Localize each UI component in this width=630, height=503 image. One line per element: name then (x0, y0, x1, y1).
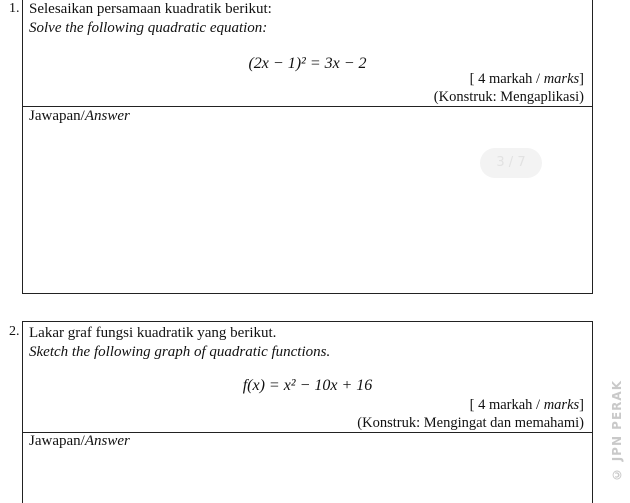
construct-label: (Konstruk: Mengaplikasi) (433, 89, 584, 105)
instruction-malay: Selesaikan persamaan kuadratik berikut: (29, 1, 272, 17)
page-indicator: 3 / 7 (480, 148, 542, 178)
answer-label (29, 433, 130, 450)
question-number: 2. (9, 324, 20, 339)
question-1-box (9, 0, 593, 294)
answer-label (29, 108, 130, 125)
instruction-malay: Lakar graf fungsi kuadratik yang berikut. (29, 325, 277, 341)
marks-label (470, 71, 584, 88)
instruction-english: Sketch the following graph of quadratic functions. (29, 344, 331, 360)
marks-label (470, 397, 584, 414)
answer-malay: Jawapan/ (29, 108, 85, 124)
equation (23, 377, 592, 395)
equation-text: f(x) = x² − 10x + 16 (242, 377, 373, 394)
answer-malay: Jawapan/ (29, 433, 85, 449)
marks-suffix: ] (579, 71, 584, 87)
question-2-box (9, 321, 593, 503)
watermark: © JPN PERAK (610, 380, 624, 482)
answer-english: Answer (84, 108, 130, 124)
construct-label: (Konstruk: Mengingat dan memahami) (357, 415, 584, 431)
marks-suffix: ] (579, 397, 584, 413)
question-number: 1. (9, 1, 20, 16)
marks-english: marks (543, 71, 580, 87)
equation-text: (2x − 1)² = 3x − 2 (248, 55, 367, 72)
instruction-english: Solve the following quadratic equation: (29, 20, 268, 36)
marks-prefix: [ 4 markah / (469, 71, 544, 87)
answer-english: Answer (84, 433, 130, 449)
marks-prefix: [ 4 markah / (469, 397, 544, 413)
answer-divider (23, 106, 592, 107)
marks-english: marks (543, 397, 580, 413)
